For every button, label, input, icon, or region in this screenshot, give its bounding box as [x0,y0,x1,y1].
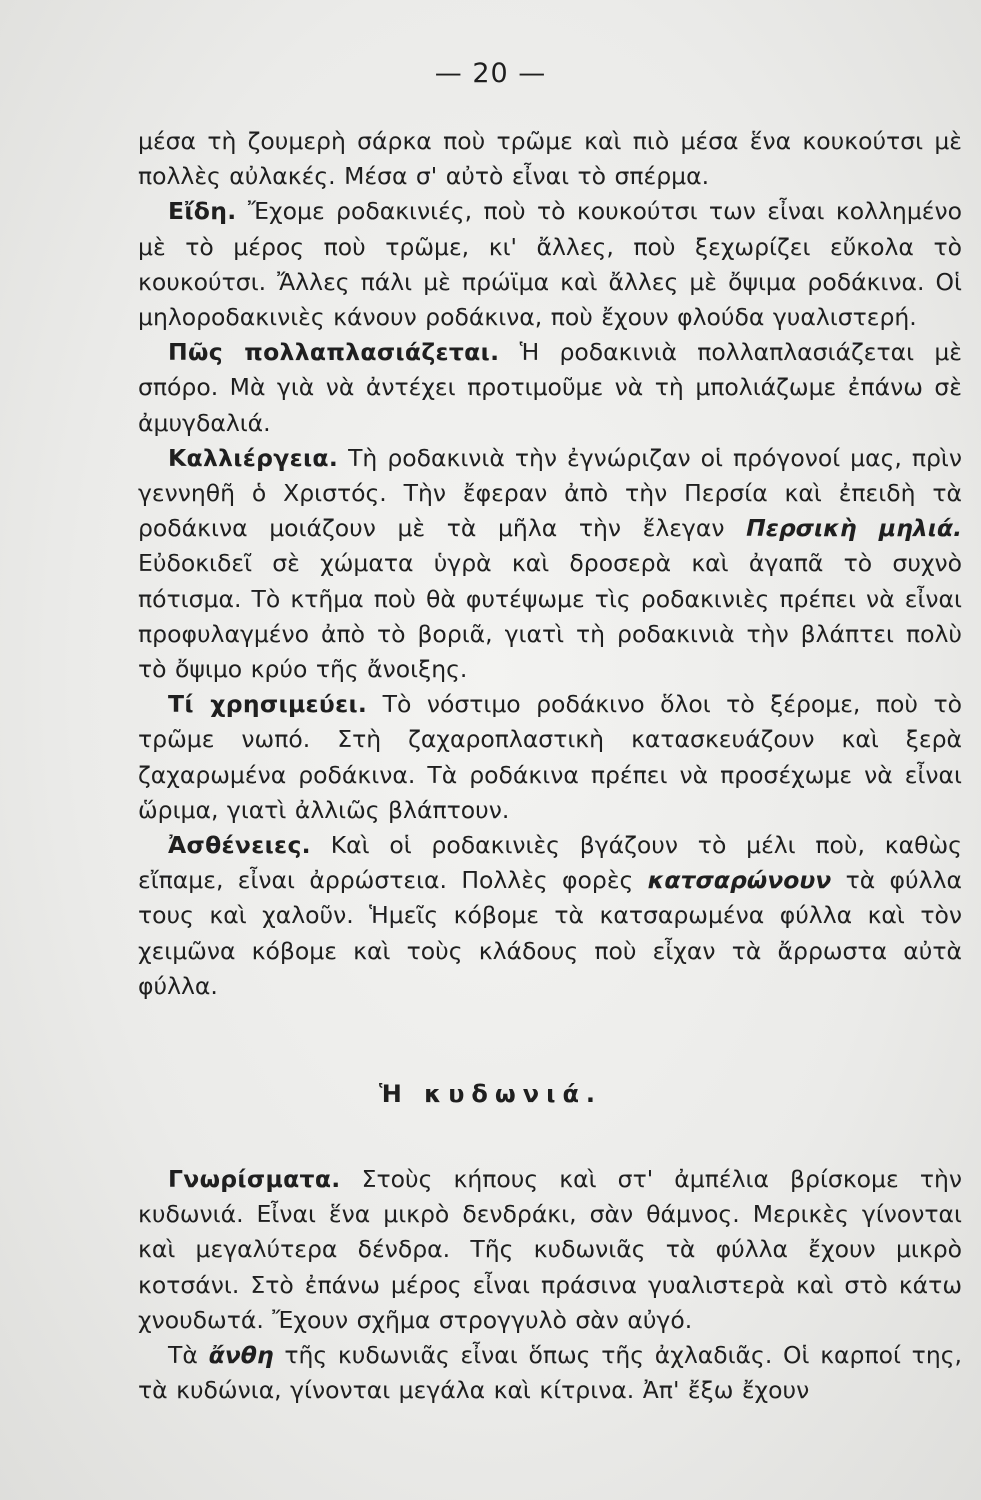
paragraph-text: τῆς κυδωνιᾶς εἶναι ὅπως τῆς ἀχλαδιᾶς. Οἱ καρποί της, τὰ κυδώνια, γίνονται μεγάλα καὶ κίτρινα. Ἀπ' ἔξω ἔχουν [138,1341,962,1405]
heading-kinds: Εἴδη. [168,197,237,226]
paragraph-text: Τὴ ροδακινιὰ τὴν ἐγνώριζαν οἱ πρόγονοί μας, πρὶν γεννηθῆ ὁ Χριστός. Τὴν ἔφεραν ἀπὸ τὴν Περσία καὶ ἐπειδὴ τὰ ροδάκινα μοιάζουν μὲ τὰ μῆλα τὴν ἔλεγαν [138,443,962,543]
paragraph-text: Ἡ ροδακινιὰ πολλαπλασιάζεται μὲ σπόρο. Μὰ γιὰ νὰ ἀντέχει προτιμοῦμε νὰ τὴ μπολιάζωμε ἐπάνω σὲ ἀμυγδαλιά. [138,338,962,437]
heading-uses: Τί χρησιμεύει. [168,690,368,719]
paragraph-flowers [138,1338,962,1408]
paragraph-intro [138,124,962,194]
paragraph-text: Καὶ οἱ ροδακινιὲς βγάζουν τὸ μέλι ποὺ, καθὼς εἴπαμε, εἶναι ἀρρώστεια. Πολλὲς φορὲς [138,831,962,895]
paragraph-kinds [138,194,962,335]
paragraph-propagation [138,335,962,441]
paragraph-text: Τὰ [168,1341,198,1370]
paragraph-text: Εὐδοκιδεῖ σὲ χώματα ὑγρὰ καὶ δροσερὰ καὶ ἀγαπᾶ τὸ συχνὸ πότισμα. Τὸ κτῆμα ποὺ θὰ φυτέψωμε τὶς ροδακινιὲς πρέπει νὰ εἶναι προφυλαγμένο ἀπὸ τὸ βοριᾶ, γιατὶ τὴ ροδακινιὰ τὴν βλάπτει πολὺ τὸ ὄψιμο κρύο τῆς ἄνοιξης. [138,549,962,684]
heading-features: Γνωρίσματα. [168,1165,341,1193]
paragraph-text: μέσα τὴ ζουμερὴ σάρκα ποὺ τρῶμε καὶ πιὸ μέσα ἕνα κουκούτσι μὲ πολλὲς αὐλακές. Μέσα σ' αὐτὸ εἶναι τὸ σπέρμα. [138,127,962,191]
paragraph-text: Στοὺς κήπους καὶ στ' ἀμπέλια βρίσκομε τὴν κυδωνιά. Εἶναι ἕνα μικρὸ δενδράκι, σὰν θάμνος. Μερικὲς γίνονται καὶ μεγαλύτερα δένδρα. Τῆς κυδωνιᾶς τὰ φύλλα ἔχουν μικρὸ κοτσάνι. Στὸ ἐπάνω μέρος εἶναι πράσινα γυαλιστερὰ καὶ στὸ κάτω χνουδωτά. Ἔχουν σχῆμα στρογγυλὸ σὰν αὐγό. [138,1165,962,1334]
peach-text-block [138,124,962,1004]
section-title-quince: Ἡ κυδωνιά. [378,1080,603,1108]
paragraph-uses [138,687,962,828]
italic-term: ἄνθη [208,1341,274,1370]
italic-term: κατσαρώνουν [647,866,832,895]
paragraph-text: Ἔχομε ροδακινιές, ποὺ τὸ κουκούτσι των εἶναι κολλημένο μὲ τὸ μέρος ποὺ τρῶμε, κι' ἄλλες, ποὺ ξεχωρίζει εὔκολα τὸ κουκούτσι. Ἄλλες πάλι μὲ πρώϊμα καὶ ἄλλες μὲ ὄψιμα ροδάκινα. Οἱ μηλοροδακινιὲς κάνουν ροδάκινα, ποὺ ἔχουν φλούδα γυαλιστερή. [138,197,962,332]
paragraph-diseases [138,828,962,1004]
italic-term: Περσικὴ μηλιά. [746,514,962,543]
paragraph-features [138,1162,962,1338]
paragraph-cultivation [138,441,962,687]
heading-propagation: Πῶς πολλαπλασιάζεται. [168,338,500,367]
heading-cultivation: Καλλιέργεια. [168,443,339,472]
page-number: — 20 — [434,58,547,89]
paragraph-text: τὰ φύλλα τους καὶ χαλοῦν. Ἡμεῖς κόβομε τὰ κατσαρωμένα φύλλα καὶ τὸν χειμῶνα κόβομε καὶ τοὺς κλάδους ποὺ εἶχαν τὰ ἄρρωστα αὐτὰ φύλλα. [138,866,962,1000]
heading-diseases: Ἀσθένειες. [168,831,311,860]
quince-text-block [138,1162,962,1408]
paragraph-text: Τὸ νόστιμο ροδάκινο ὅλοι τὸ ξέρομε, ποὺ τὸ τρῶμε νωπό. Στὴ ζαχαροπλαστικὴ κατασκευάζουν καὶ ξερὰ ζαχαρωμένα ροδάκινα. Τὰ ροδάκινα πρέπει νὰ προσέχωμε νὰ εἶναι ὥριμα, γιατὶ ἀλλιῶς βλάπτουν. [138,690,962,824]
